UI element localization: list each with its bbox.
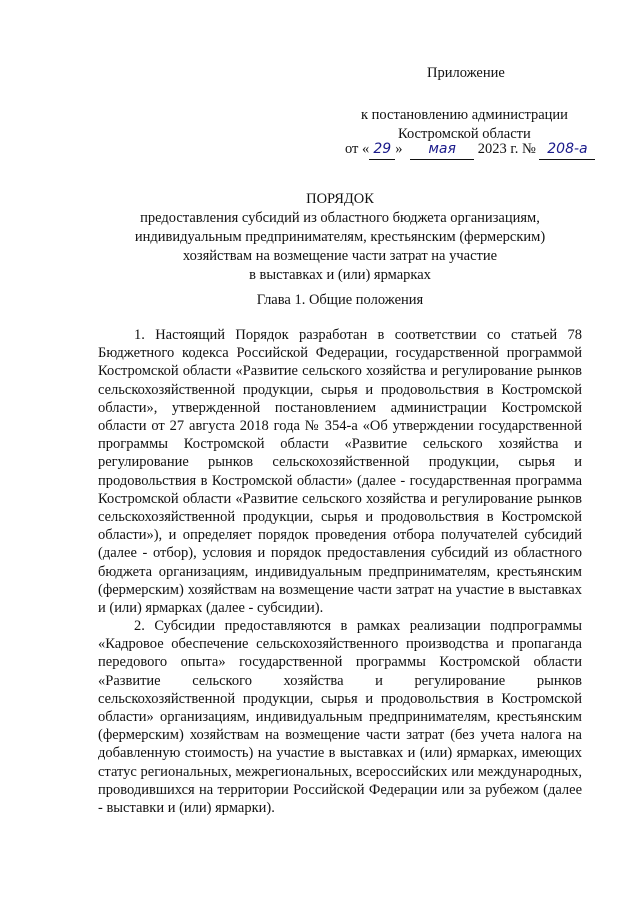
paragraph-text: 1. Настоящий Порядок разработан в соответствии со статьей 78 Бюджетного кодекса Российской Федерации, государственной программой Костромской области «Развитие сельского хозяйства и регулирование рынков сельскохозяйственной продукции, сырья и продовольствия в Костромской области», утвержденной постановлением администрации Костромской области от 27 августа 2018 года № 354-а «Об утверждении государственной программы Костромской области «Развитие сельского хозяйства и регулирование рынков сельскохозяйственной продукции, сырья и продовольствия в Костромской области» (далее - государственная программа Костромской области «Развитие сельского хозяйства и регулирование рынков сельскохозяйственной продукции, сырья и продовольствия в Костромской области»), и определяет порядок проведения отбора получателей субсидий (далее - отбор), условия и порядок предоставления субсидий из областного бюджета организациям, индивидуальным предпринимателям, крестьянским (фермерским) хозяйствам на возмещение части затрат на участие в выставках и (или) ярмарках (далее - субсидии). bbox=[98, 327, 582, 617]
chapter-heading: Глава 1. Общие положения bbox=[256, 292, 424, 308]
date-prefix: от « bbox=[345, 141, 370, 157]
subtitle-line: хозяйствам на возмещение части затрат на участие bbox=[182, 248, 498, 264]
appendix-title: Приложение bbox=[427, 65, 505, 81]
appendix-region-line: Костромской области bbox=[398, 126, 531, 142]
document-number-handwritten: 208-а bbox=[539, 140, 595, 160]
paragraph-text: 2. Субсидии предоставляются в рамках реализации подпрограммы «Кадровое обеспечение сельскохозяйственного производства и пропаганда передового опыта» государственной программы Костромской области «Развитие сельского хозяйства и регулирование рынков сельскохозяйственной продукции, сырья и продовольствия в Костромской области» организациям, индивидуальным предпринимателям, крестьянским (фермерским) хозяйствам на возмещение части затрат (без учета налога на добавленную стоимость) на участие в выставках и (или) ярмарках, имеющих статус региональных, межрегиональных, всероссийских или международных, проводившихся на территории Российской Федерации или за рубежом (далее - выставки и (или) ярмарки). bbox=[98, 618, 582, 817]
body-paragraph-1 bbox=[98, 326, 582, 617]
date-mid: » bbox=[395, 141, 403, 157]
subtitle-line: в выставках и (или) ярмарках bbox=[249, 267, 431, 283]
date-year: 2023 г. № bbox=[477, 141, 536, 157]
subtitle-line: предоставления субсидий из областного бюджета организациям, bbox=[140, 210, 540, 226]
document-subtitle bbox=[90, 209, 590, 285]
body-paragraph-2 bbox=[98, 617, 582, 817]
subtitle-line: индивидуальным предпринимателям, крестьянским (фермерским) bbox=[134, 229, 546, 245]
document-title: ПОРЯДОК bbox=[306, 191, 374, 207]
appendix-date-line bbox=[345, 140, 595, 160]
date-day-handwritten: 29 bbox=[369, 140, 395, 160]
date-month-handwritten: мая bbox=[410, 140, 474, 160]
appendix-reference-line: к постановлению администрации bbox=[361, 107, 568, 123]
